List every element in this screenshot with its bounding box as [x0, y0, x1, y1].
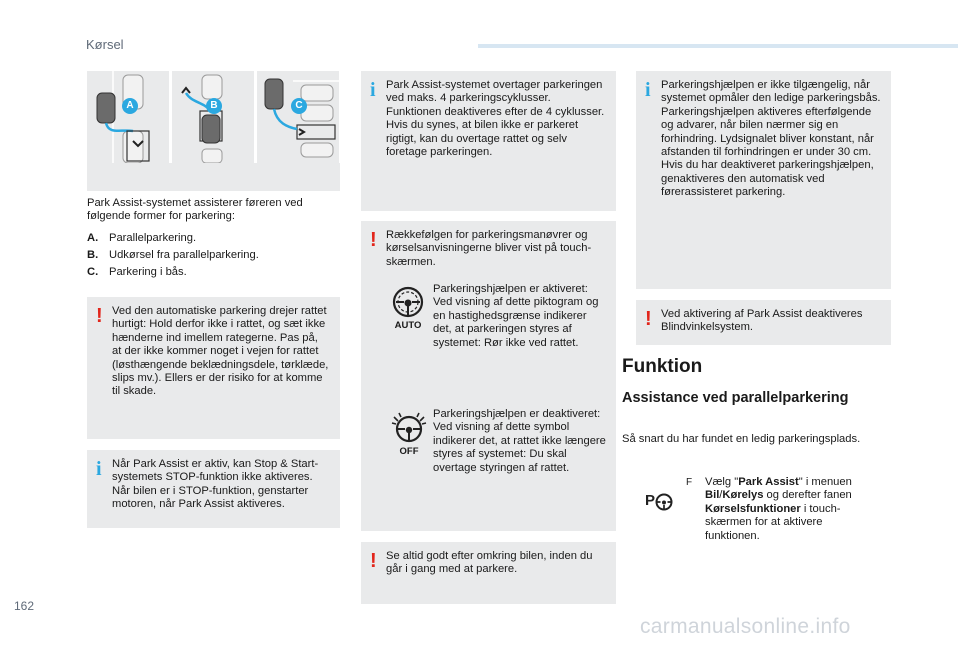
- svg-text:P: P: [645, 492, 656, 509]
- step-text: og derefter fanen: [763, 489, 852, 502]
- info-box-stop-start: [87, 450, 340, 528]
- park-assist-icon: [642, 484, 676, 518]
- warning-text: Se altid godt efter omkring bilen, inden du går i gang med at parkere.: [386, 550, 593, 576]
- warning-box-look-around: [361, 542, 616, 604]
- illustration-bay-parking: [257, 71, 339, 163]
- steering-auto-icon: [391, 285, 425, 333]
- step-text: /: [719, 489, 723, 502]
- watermark: carmanualsonline.info: [640, 615, 851, 638]
- section-heading: Funktion: [622, 356, 703, 377]
- section-title: Kørsel: [86, 37, 124, 52]
- warning-text: Ved aktivering af Park Assist deaktiveres Blindvinkelsystem.: [661, 308, 863, 334]
- step-instruction: [705, 476, 871, 543]
- off-description: Parkeringshjælpen er deaktiveret: Ved visning af dette symbol indikerer det, at rattet ikke længere styres af systemet: Du skal overtage styringen af rattet.: [433, 408, 606, 474]
- step-text: i touch-skærmen for at aktivere funktionen.: [705, 502, 841, 542]
- info-icon: i: [645, 79, 651, 101]
- auto-description: Parkeringshjælpen er aktiveret: Ved visning af dette piktogram og en hastighedsgrænse indikerer det, at parkeringen styres af systemet: Rør ikke ved rattet.: [433, 283, 599, 349]
- illustration-parallel-parking: [87, 71, 169, 163]
- step-park-assist: Park Assist: [738, 476, 799, 488]
- warning-box-auto-steering: [87, 297, 340, 439]
- info-icon: i: [96, 458, 102, 480]
- paragraph: Så snart du har fundet en ledig parkeringsplads.: [622, 433, 861, 445]
- list-letter: A.: [87, 232, 99, 244]
- list-item: [87, 232, 196, 245]
- step-bil: Bil: [705, 489, 720, 502]
- step-korselsfunktioner: Kørselsfunktioner: [705, 502, 801, 515]
- warning-box-blind-spot: [636, 300, 891, 345]
- warning-icon: !: [96, 305, 103, 327]
- info-text: Parkeringshjælpen er ikke tilgængelig, når systemet opmåler den ledige parkeringsbås. Parkeringshjælpen aktiveres efterfølgende og advarer, når bilen nærmer sig en forhindring. Lydsignalet bliver konstant, når afstanden til forhindringen er under 30 cm. Hvis du har deaktiveret parkeringshjælpen, genaktiveres den automatisk ved førerassisteret parkering.: [661, 79, 881, 199]
- list-text: Parkering i bås.: [109, 266, 187, 278]
- subsection-heading: Assistance ved parallelparkering: [622, 390, 849, 406]
- list-item: [87, 249, 259, 262]
- step-korelys: Kørelys: [722, 489, 764, 502]
- label-b: B: [206, 98, 222, 114]
- off-icon-label: OFF: [399, 446, 419, 457]
- list-text: Udkørsel fra parallelparkering.: [109, 249, 259, 261]
- illustration-parallel-exit: [172, 71, 254, 163]
- step-bullet: F: [686, 477, 693, 488]
- warning-icon: !: [370, 229, 377, 251]
- label-a: A: [122, 98, 138, 114]
- info-text: Når Park Assist er aktiv, kan Stop & Start-systemets STOP-funktion ikke aktiveres. Når bilen er i STOP-funktion, genstarter motoren, når Park Assist aktiveres.: [112, 458, 319, 511]
- warning-text: Ved den automatiske parkering drejer rattet hurtigt: Hold derfor ikke i rattet, og sæt ikke hænderne ind imellem rategerne. Pas på, at der ikke kommer noget i vejen for rattet (løsthængende beklædningsdele, tørklæde, slips mv.). Ellers er der risiko for at komme til skade.: [112, 305, 329, 398]
- step-text: Vælg ": [705, 476, 739, 488]
- step-text: " i menuen: [798, 476, 852, 488]
- list-letter: C.: [87, 266, 99, 278]
- label-c: C: [291, 98, 307, 114]
- intro-text: Park Assist-systemet assisterer føreren ved følgende former for parkering:: [87, 197, 303, 223]
- info-icon: i: [370, 79, 376, 101]
- header-bar: [478, 44, 958, 48]
- info-text: Park Assist-systemet overtager parkeringen ved maks. 4 parkeringscyklusser. Funktionen deaktiveres efter de 4 cyklusser. Hvis du synes, at bilen ikke er parkeret rigtigt, kan du overtage rattet og selv foretage parkeringen.: [386, 79, 605, 159]
- auto-icon-label: AUTO: [394, 320, 422, 331]
- warning-box-touchscreen: [361, 221, 616, 531]
- steering-off-icon: [391, 411, 427, 459]
- warning-text: Rækkefølgen for parkeringsmanøvrer og kørselsanvisningerne bliver vist på touch-skærmen.: [386, 229, 592, 268]
- info-box-sensor-availability: [636, 71, 891, 289]
- list-text: Parallelparkering.: [109, 232, 197, 244]
- page-number: 162: [14, 599, 35, 613]
- warning-icon: !: [370, 550, 377, 572]
- parking-modes-illustration: [87, 71, 340, 191]
- list-letter: B.: [87, 249, 99, 261]
- info-box-cycles: [361, 71, 616, 211]
- warning-icon: !: [645, 308, 652, 330]
- list-item: [87, 266, 187, 279]
- illustration-label-strip: [87, 163, 340, 191]
